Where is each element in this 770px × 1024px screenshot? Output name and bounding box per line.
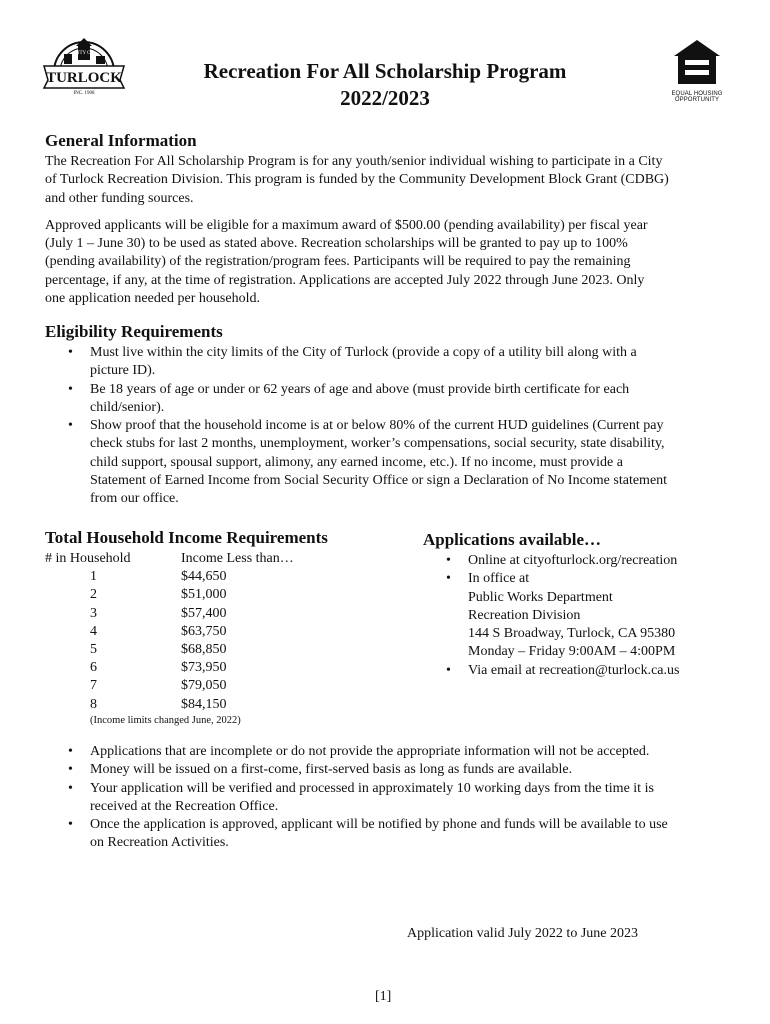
bullet-icon: •: [68, 817, 73, 833]
online-text: Online at cityofturlock.org/recreation: [468, 553, 678, 568]
bullet-icon: •: [68, 381, 73, 397]
text-line: check stubs for last 2 months, unemployment, worker’s compensations, social security, state disability,: [90, 436, 665, 452]
title-line2: 2022/2023: [340, 86, 430, 110]
applications-section: [423, 530, 743, 680]
income-limit: $44,650: [181, 569, 227, 585]
income-row: [45, 659, 405, 677]
eligibility-list: [68, 344, 725, 509]
bullet-icon: •: [68, 762, 73, 778]
notes-item: [68, 743, 725, 761]
applications-item: [446, 662, 743, 680]
notes-item: [68, 780, 725, 817]
eligibility-item: [68, 417, 725, 508]
text-line: Your application will be verified and processed in approximately 10 working days from the time it is: [90, 780, 654, 796]
income-limit: $84,150: [181, 696, 227, 712]
text-line: Must live within the city limits of the City of Turlock (provide a copy of a utility bill along with a: [90, 345, 637, 360]
general-heading: General Information: [45, 131, 197, 150]
notes-item: [68, 761, 725, 779]
bullet-icon: •: [68, 780, 73, 796]
text-line: child/senior).: [90, 399, 165, 415]
income-limit: $63,750: [181, 623, 227, 639]
applications-item: [446, 552, 743, 570]
text-line: child support, spousal support, alimony, any earned income, etc.). If no income, must provide a: [90, 454, 623, 470]
notes-item: [68, 816, 725, 853]
text-line: from our office.: [90, 491, 179, 507]
text-line: Applications that are incomplete or do not provide the appropriate information will not be accepted.: [90, 744, 650, 759]
bullet-icon: •: [446, 571, 451, 587]
eligibility-section: [45, 322, 725, 509]
income-row: [45, 696, 405, 714]
bullet-icon: •: [68, 418, 73, 434]
general-information-section: [45, 131, 725, 308]
text-line: In office at: [468, 571, 530, 587]
city-of-turlock-logo: [40, 32, 128, 98]
income-note: (Income limits changed June, 2022): [90, 714, 241, 726]
logo-bottom-text: INC. 1908: [73, 91, 95, 96]
income-row: [45, 677, 405, 695]
text-line: percentage, if any, at the time of registration. Applications are accepted July 2022 through June 2023. Only: [45, 272, 645, 288]
text-line: 144 S Broadway, Turlock, CA 95380: [468, 626, 676, 642]
household-size: 7: [90, 678, 97, 694]
household-size: 2: [90, 587, 97, 603]
text-line: on Recreation Activities.: [90, 835, 229, 851]
income-heading: Total Household Income Requirements: [45, 528, 328, 547]
household-size: 4: [90, 623, 97, 639]
text-line: received at the Recreation Office.: [90, 798, 279, 814]
text-line: Once the application is approved, applicant will be notified by phone and funds will be available to use: [90, 817, 668, 833]
income-section: [45, 528, 405, 726]
income-limit: $57,400: [181, 605, 227, 621]
text-line: The Recreation For All Scholarship Program is for any youth/senior individual wishing to participate in a City: [45, 154, 663, 169]
income-col-header: Income Less than…: [181, 551, 294, 566]
applications-list: [446, 552, 743, 680]
text-line: Statement of Earned Income from Social Security Office or sign a Declaration of No Income statement: [90, 473, 668, 489]
text-line: and other funding sources.: [45, 190, 194, 206]
income-limit: $51,000: [181, 587, 227, 603]
income-table: [45, 568, 405, 714]
eho-label-line1: EQUAL HOUSING: [671, 91, 723, 97]
text-line: (July 1 – June 30) to be used as stated above. Recreation scholarships will be granted to pay up to 100%: [45, 236, 628, 252]
text-line: (pending availability) of the registration/program fees. Participants will be required to pay the remaining: [45, 254, 631, 270]
text-line: Monday – Friday 9:00AM – 4:00PM: [468, 644, 676, 660]
income-limit: $79,050: [181, 678, 227, 694]
income-row: [45, 586, 405, 604]
general-para1: [45, 153, 725, 208]
bullet-icon: •: [68, 744, 73, 759]
applications-item: [446, 570, 743, 661]
bullet-icon: •: [446, 662, 451, 678]
income-limit: $68,850: [181, 641, 227, 657]
income-row: [45, 641, 405, 659]
notes-list: [68, 743, 725, 853]
income-row: [45, 568, 405, 586]
household-size: 6: [90, 660, 97, 676]
general-para2: [45, 217, 725, 308]
bullet-icon: •: [446, 553, 451, 568]
page-number: [1]: [375, 989, 392, 1004]
eligibility-heading: Eligibility Requirements: [45, 322, 223, 341]
household-size: 1: [90, 569, 97, 585]
eligibility-item: [68, 344, 725, 381]
logo-top-text: CITY OF: [74, 51, 94, 56]
income-limit: $73,950: [181, 660, 227, 676]
household-size: 8: [90, 696, 97, 712]
page-title: [150, 58, 620, 112]
eho-label-line2: OPPORTUNITY: [674, 97, 720, 103]
text-line: picture ID).: [90, 363, 156, 379]
income-row: [45, 623, 405, 641]
text-line: Be 18 years of age or under or 62 years of age and above (must provide birth certificate for each: [90, 381, 630, 397]
validity-note: Application valid July 2022 to June 2023: [407, 926, 638, 941]
text-line: one application needed per household.: [45, 291, 260, 307]
email-text: Via email at recreation@turlock.ca.us: [468, 662, 680, 678]
applications-heading: Applications available…: [423, 530, 602, 549]
bullet-icon: •: [68, 345, 73, 360]
income-row: [45, 605, 405, 623]
eligibility-item: [68, 381, 725, 418]
text-line: Show proof that the household income is at or below 80% of the current HUD guidelines (Current pay: [90, 418, 664, 434]
household-size: 5: [90, 641, 97, 657]
household-col-header: # in Household: [45, 551, 131, 566]
text-line: Public Works Department: [468, 589, 613, 605]
text-line: of Turlock Recreation Division. This program is funded by the Community Development Block Grant (CDBG): [45, 172, 669, 188]
text-line: Approved applicants will be eligible for a maximum award of $500.00 (pending availability) per fiscal year: [45, 217, 648, 233]
title-line1: Recreation For All Scholarship Program: [203, 59, 567, 83]
household-size: 3: [90, 605, 97, 621]
text-line: Recreation Division: [468, 607, 581, 623]
equal-housing-logo: [668, 38, 726, 103]
income-header-row: [45, 550, 405, 568]
logo-name: TURLOCK: [46, 70, 122, 86]
notes-section: [45, 743, 725, 853]
text-line: Money will be issued on a first-come, first-served basis as long as funds are available.: [90, 762, 573, 778]
